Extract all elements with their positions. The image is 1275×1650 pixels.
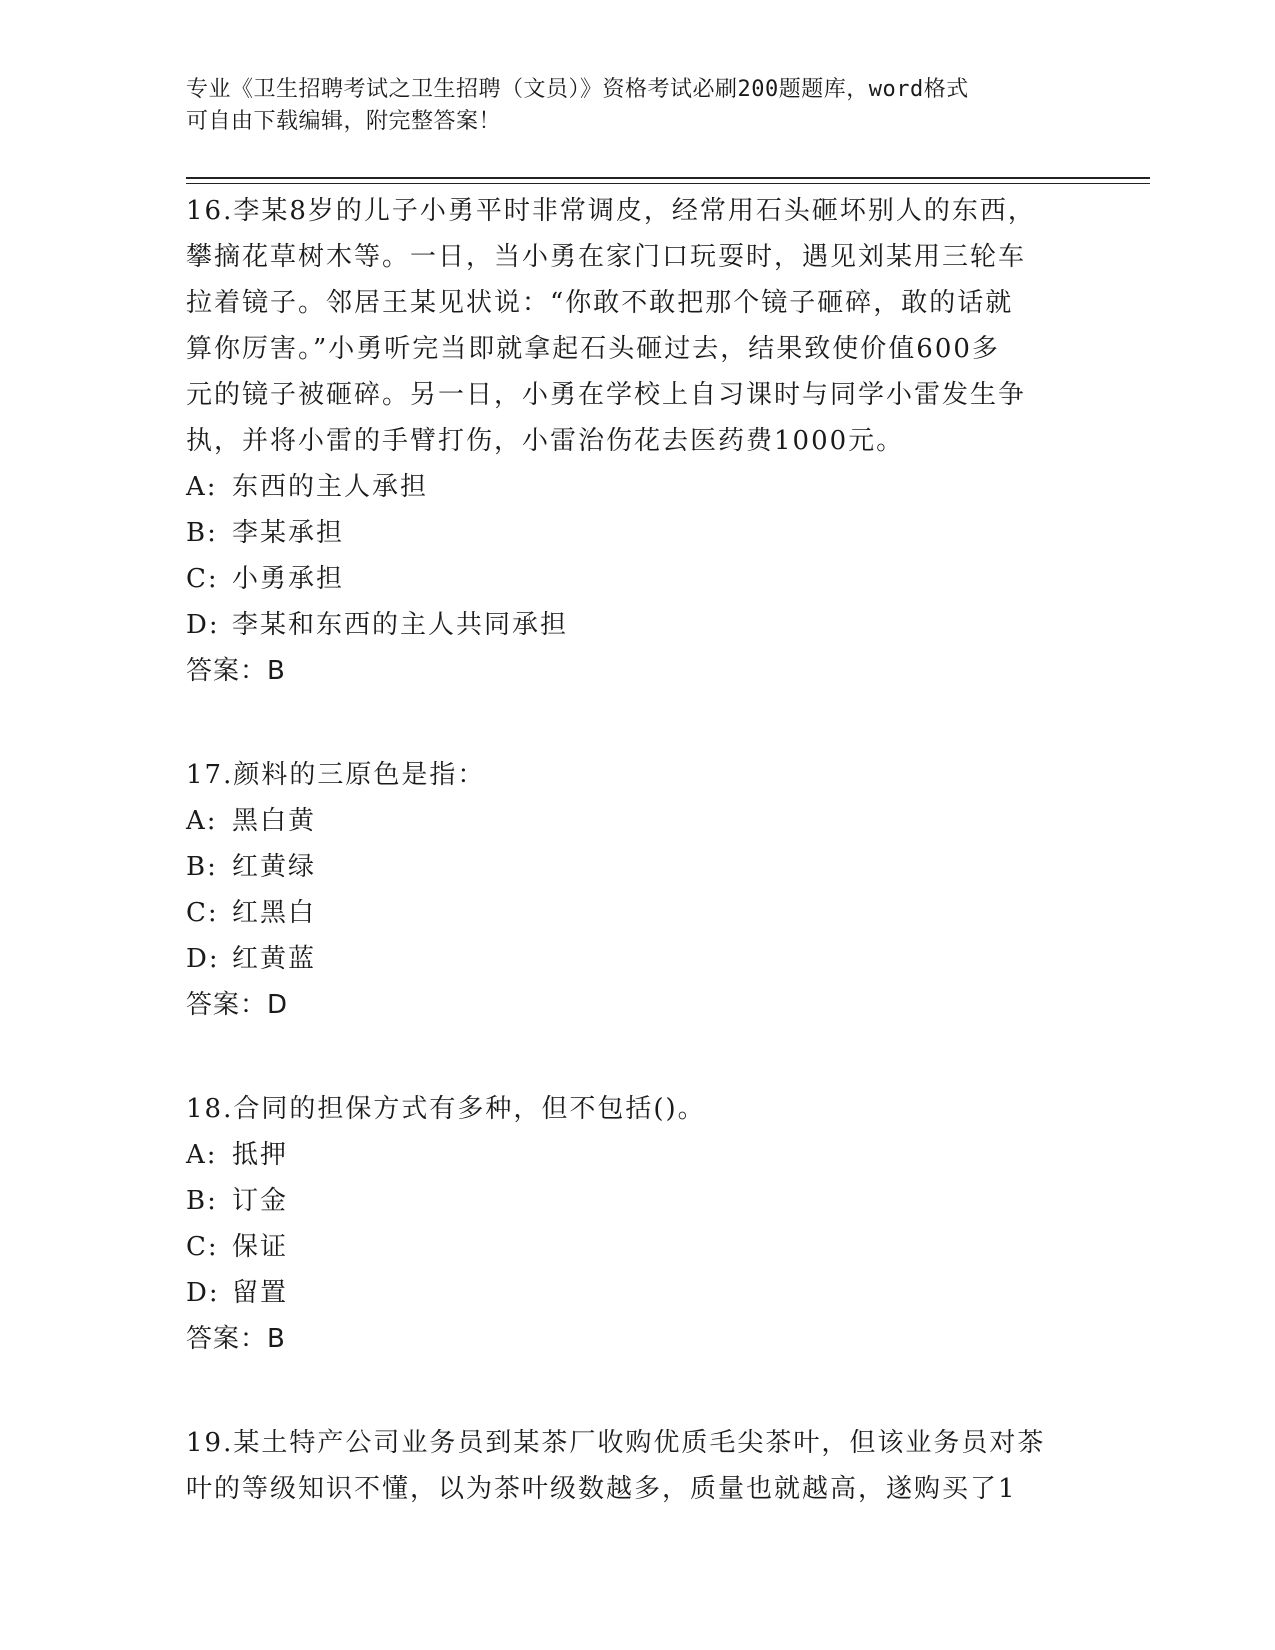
option-c [186, 1224, 1086, 1270]
option-b [186, 510, 1086, 556]
option-text: 黑白黄 [232, 806, 317, 836]
option-text: 留置 [232, 1278, 289, 1308]
option-text: 红黄蓝 [232, 944, 317, 974]
option-letter: B: [186, 852, 218, 882]
option-letter: A: [186, 1140, 218, 1170]
question-16 [186, 188, 1086, 694]
option-letter: D: [186, 610, 220, 640]
option-text: 红黑白 [232, 898, 317, 928]
header-line: 专业《卫生招聘考试之卫生招聘（文员）》资格考试必刷200题题库，word格式 [186, 77, 969, 102]
option-text: 小勇承担 [232, 564, 345, 594]
option-text: 红黄绿 [232, 852, 317, 882]
question-text-line: 算你厉害。”小勇听完当即就拿起石头砸过去，结果致使价值600多 [186, 334, 1000, 364]
answer-line: 答案：B [186, 656, 286, 686]
answer-line: 答案：D [186, 990, 289, 1020]
question-list [186, 188, 1086, 1570]
option-b [186, 844, 1086, 890]
question-text-line: 执，并将小雷的手臂打伤，小雷治伤花去医药费1000元。 [186, 426, 905, 456]
question-text-line: 16.李某8岁的儿子小勇平时非常调皮，经常用石头砸坏别人的东西， [186, 196, 1036, 226]
document-header [186, 74, 1066, 138]
option-letter: A: [186, 472, 218, 502]
option-text: 保证 [232, 1232, 289, 1262]
question-18 [186, 1086, 1086, 1362]
option-letter: D: [186, 944, 220, 974]
question-text-line: 攀摘花草树木等。一日，当小勇在家门口玩耍时，遇见刘某用三轮车 [186, 242, 1027, 272]
option-letter: C: [186, 564, 219, 594]
option-b [186, 1178, 1086, 1224]
option-letter: B: [186, 518, 218, 548]
header-divider-thick [186, 177, 1150, 179]
question-text-line: 元的镜子被砸碎。另一日，小勇在学校上自习课时与同学小雷发生争 [186, 380, 1027, 410]
option-letter: B: [186, 1186, 218, 1216]
question-text-line: 18.合同的担保方式有多种，但不包括()。 [186, 1094, 706, 1124]
header-line: 可自由下载编辑，附完整答案！ [186, 109, 502, 134]
question-text-line: 拉着镜子。邻居王某见状说：“你敢不敢把那个镜子砸碎，敢的话就 [186, 288, 1014, 318]
option-c [186, 556, 1086, 602]
option-text: 抵押 [232, 1140, 289, 1170]
option-letter: D: [186, 1278, 220, 1308]
question-text-line: 叶的等级知识不懂，以为茶叶级数越多，质量也就越高，遂购买了1 [186, 1474, 1017, 1504]
option-text: 李某和东西的主人共同承担 [232, 610, 569, 640]
option-text: 订金 [232, 1186, 289, 1216]
option-a [186, 464, 1086, 510]
option-letter: A: [186, 806, 218, 836]
question-17 [186, 752, 1086, 1028]
option-d [186, 602, 1086, 648]
option-a [186, 1132, 1086, 1178]
header-divider-thin [186, 183, 1150, 184]
option-d [186, 1270, 1086, 1316]
option-c [186, 890, 1086, 936]
option-letter: C: [186, 1232, 219, 1262]
question-text-line: 17.颜料的三原色是指： [186, 760, 486, 790]
option-a [186, 798, 1086, 844]
option-d [186, 936, 1086, 982]
question-text-line: 19.某土特产公司业务员到某茶厂收购优质毛尖茶叶，但该业务员对茶 [186, 1428, 1046, 1458]
answer-line: 答案：B [186, 1324, 286, 1354]
option-text: 李某承担 [232, 518, 345, 548]
question-19 [186, 1420, 1086, 1512]
option-letter: C: [186, 898, 219, 928]
option-text: 东西的主人承担 [232, 472, 429, 502]
